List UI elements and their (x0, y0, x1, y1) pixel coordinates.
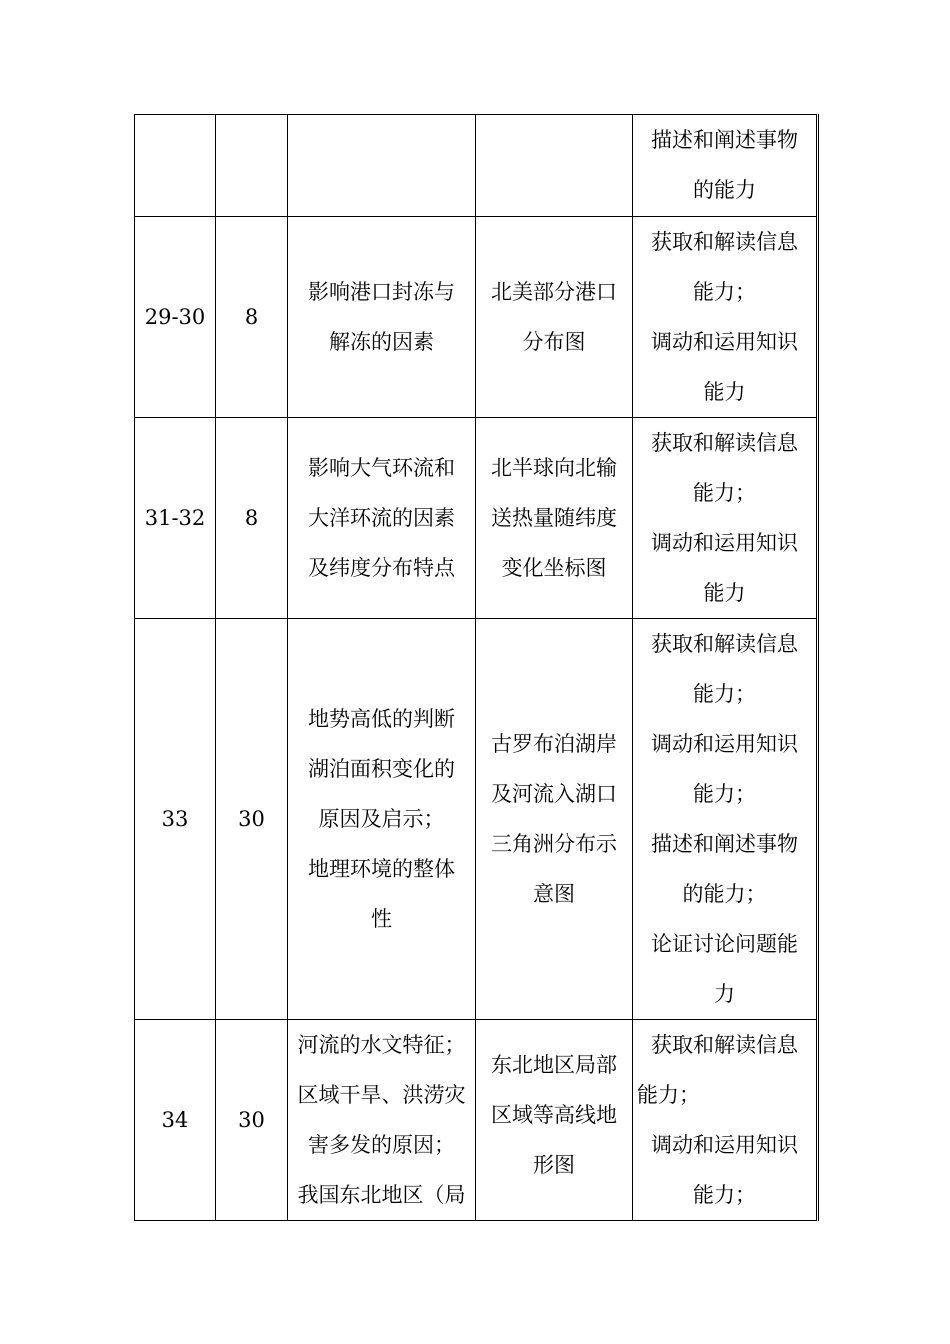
ability-line: 能力 (703, 380, 746, 404)
ability-line: 的能力 (693, 178, 756, 202)
content-cell (288, 1020, 476, 1221)
material-line: 北美部分港口 (491, 280, 617, 304)
ability-line: 力 (714, 982, 735, 1006)
ability-line: 能力； (693, 782, 756, 806)
ability-cell (633, 1020, 818, 1221)
content-line: 及纬度分布特点 (308, 556, 455, 580)
score-cell (216, 115, 288, 217)
content-cell (288, 115, 476, 217)
score-cell: 30 (216, 1020, 288, 1221)
table-row (135, 115, 818, 217)
ability-line: 能力； (693, 682, 756, 706)
ability-line: 的能力； (682, 882, 767, 906)
content-line: 影响大气环流和 (308, 456, 455, 480)
ability-line: 能力； (693, 481, 756, 505)
content-line: 河流的水文特征； (297, 1033, 466, 1057)
material-cell (476, 619, 633, 1020)
material-line: 分布图 (522, 330, 586, 354)
ability-line: 获取和解读信息 (651, 632, 798, 656)
ability-line: 调动和运用知识 (651, 330, 798, 354)
ability-line: 能力； (693, 1183, 756, 1207)
content-line: 影响港口封冻与 (308, 280, 455, 304)
content-line: 区域干旱、洪涝灾 (297, 1083, 466, 1107)
material-line: 送热量随纬度 (491, 506, 617, 530)
material-line: 变化坐标图 (501, 556, 607, 580)
table-row (135, 1020, 818, 1221)
content-line: 大洋环流的因素 (308, 506, 455, 530)
ability-line: 能力 (703, 581, 746, 605)
material-line: 三角洲分布示 (491, 832, 617, 856)
material-cell (476, 418, 633, 619)
content-line: 害多发的原因； (308, 1133, 455, 1157)
question-number-cell: 31-32 (135, 418, 216, 619)
ability-line: 描述和阐述事物 (651, 128, 798, 152)
content-line: 地理环境的整体 (308, 857, 455, 881)
material-cell (476, 115, 633, 217)
ability-line: 能力； (693, 280, 756, 304)
ability-line: 获取和解读信息 (651, 431, 798, 455)
content-line: 解冻的因素 (329, 330, 434, 354)
table-row (135, 217, 818, 418)
question-number-cell: 33 (135, 619, 216, 1020)
ability-line: 调动和运用知识 (651, 1133, 798, 1157)
content-line: 原因及启示； (318, 807, 445, 831)
content-cell (288, 619, 476, 1020)
ability-cell (633, 217, 818, 418)
content-cell (288, 418, 476, 619)
ability-line: 调动和运用知识 (651, 732, 798, 756)
ability-cell (633, 115, 818, 217)
content-line: 我国东北地区（局 (297, 1183, 466, 1207)
ability-line: 能力； (637, 1083, 700, 1107)
ability-line: 描述和阐述事物 (651, 832, 798, 856)
ability-cell (633, 418, 818, 619)
material-line: 意图 (533, 882, 575, 906)
question-number-cell (135, 115, 216, 217)
question-number-cell: 29-30 (135, 217, 216, 418)
question-number-cell: 34 (135, 1020, 216, 1221)
content-line: 地势高低的判断 (308, 707, 455, 731)
material-line: 北半球向北输 (491, 456, 617, 480)
score-cell: 30 (216, 619, 288, 1020)
score-cell: 8 (216, 418, 288, 619)
ability-line: 获取和解读信息 (651, 1033, 798, 1057)
content-line: 性 (371, 907, 392, 931)
exam-analysis-table (134, 114, 819, 1221)
ability-cell (633, 619, 818, 1020)
material-line: 古罗布泊湖岸 (491, 732, 617, 756)
table-row (135, 619, 818, 1020)
material-line: 区域等高线地 (491, 1103, 617, 1127)
content-line: 湖泊面积变化的 (308, 757, 455, 781)
ability-line: 获取和解读信息 (651, 230, 798, 254)
content-cell (288, 217, 476, 418)
ability-line: 调动和运用知识 (651, 531, 798, 555)
material-line: 及河流入湖口 (491, 782, 617, 806)
material-line: 东北地区局部 (491, 1053, 617, 1077)
material-cell (476, 1020, 633, 1221)
table-row (135, 418, 818, 619)
score-cell: 8 (216, 217, 288, 418)
material-cell (476, 217, 633, 418)
ability-line: 论证讨论问题能 (651, 932, 798, 956)
material-line: 形图 (533, 1153, 575, 1177)
